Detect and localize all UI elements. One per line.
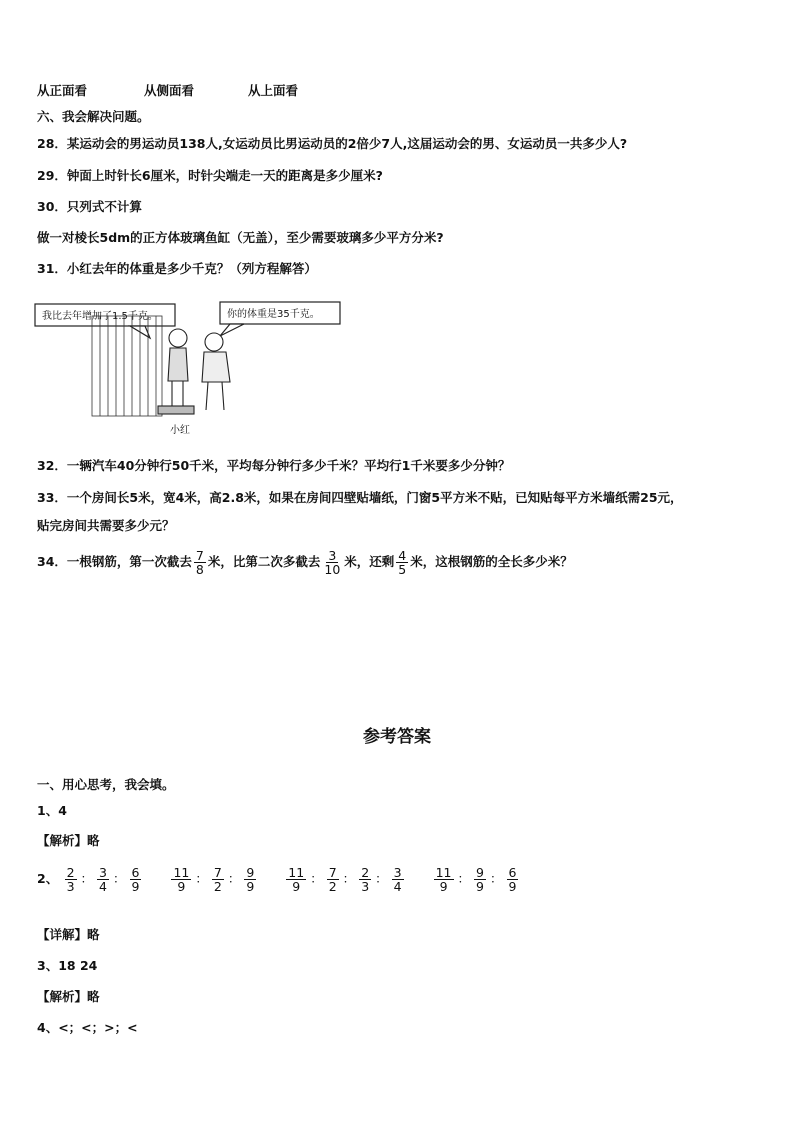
answer-3: 3、18 24 — [37, 958, 98, 973]
question-33-line1: 33．一个房间长5米，宽4米，高2.8米，如果在房间四壁贴墙纸，门窗5平方米不贴，已知贴每平方米墙纸需25元， — [37, 490, 683, 505]
answer-2-group — [63, 866, 144, 893]
question-32: 32．一辆汽车40分钟行50千米，平均每分钟行多少千米？平均行1千米要多少分钟？ — [37, 458, 511, 473]
question-34: 34．一根钢筋，第一次截去 $\frac{7}{8}$ 米，比第二次多截去 $\frac{3}{10}$ 米，还剩 $\frac{4}{5}$ 米，这根钢筋的全长多少米？ — [37, 548, 573, 577]
view-top: 从上面看 — [248, 83, 299, 98]
answer-1-note: 【解析】略 — [37, 833, 100, 848]
bubble-right-text: 你的体重是35千克。 — [227, 309, 320, 320]
question-28: 28．某运动会的男运动员138人,女运动员比男运动员的2倍少7人,这届运动会的男、女运动员一共多少人? — [37, 136, 628, 151]
ratio-separator: ： — [80, 871, 94, 886]
fraction: $\frac{6}{9}$ — [131, 865, 140, 894]
fraction: $\frac{11}{9}$ — [288, 865, 305, 894]
fraction: $\frac{2}{3}$ — [66, 865, 75, 894]
ratio-separator: ： — [195, 871, 208, 886]
ratio-separator: ： — [457, 871, 471, 886]
answer-2-note: 【详解】略 — [37, 927, 100, 942]
girl-on-scale-icon — [158, 329, 194, 414]
ratio-separator: ： — [375, 871, 388, 886]
illustration-caption: 小红 — [170, 425, 190, 436]
fraction-3-10: $\frac{3}{10}$ — [324, 548, 341, 577]
view-side: 从侧面看 — [144, 83, 195, 98]
answer-1: 1、4 — [37, 803, 67, 818]
fraction: $\frac{6}{9}$ — [508, 865, 517, 894]
fraction: $\frac{7}{2}$ — [213, 865, 222, 894]
fraction: $\frac{2}{3}$ — [361, 865, 370, 894]
curtain-icon — [92, 316, 162, 416]
ratio-separator: ： — [310, 871, 323, 886]
answer-3-note: 【解析】略 — [37, 989, 100, 1004]
answers-title: 参考答案 — [363, 727, 431, 747]
question-29: 29．钟面上时针长6厘米，时针尖端走一天的距离是多少厘米? — [37, 168, 383, 183]
question-30-text: 做一对棱长5dm的正方体玻璃鱼缸（无盖），至少需要玻璃多少平方分米? — [37, 230, 444, 245]
answer-2: 2、 $\frac{2}{3}$ ： $\frac{3}{4}$ ： $\frac{6}{9}$ $\frac{11}{9}$ ： $\frac{7}{2}$ ： $\frac{9}{9}$ $\frac{11}{9}$ ： $\frac{7}{2}$ ： $\frac{2}{3}$ ： $\frac{3}{4}$ $\frac{11}{9}$ ： $\frac{9}{9}$ ： $\frac{6}{9}$ — [37, 866, 546, 893]
fraction: $\frac{7}{2}$ — [328, 865, 337, 894]
answer-2-group — [432, 866, 521, 893]
question-31: 31．小红去年的体重是多少千克？（列方程解答） — [37, 261, 317, 276]
ratio-separator: ： — [227, 871, 241, 886]
ratio-separator: ： — [342, 871, 356, 886]
view-labels — [37, 83, 298, 99]
answer-4: 4、<；<；>；< — [37, 1020, 138, 1035]
ratio-separator: ： — [489, 871, 503, 886]
answers-section-1: 一、用心思考，我会填。 — [37, 777, 175, 792]
boy-icon — [202, 333, 230, 410]
fraction: $\frac{11}{9}$ — [173, 865, 190, 894]
fraction-7-8: $\frac{7}{8}$ — [195, 548, 204, 577]
fraction: $\frac{9}{9}$ — [476, 865, 484, 894]
question-30: 30．只列式不计算 — [37, 199, 142, 214]
fraction: $\frac{3}{4}$ — [99, 865, 107, 894]
question-33-line2: 贴完房间共需要多少元？ — [37, 518, 175, 533]
fraction-4-5: $\frac{4}{5}$ — [398, 548, 407, 577]
answer-2-group — [169, 866, 258, 893]
bubble-left-text: 我比去年增加了1.5千克。 — [42, 311, 158, 322]
section-6-heading: 六、我会解决问题。 — [37, 109, 150, 124]
ratio-separator: ： — [112, 871, 126, 886]
answer-2-group — [284, 866, 405, 893]
fraction: $\frac{3}{4}$ — [393, 865, 402, 894]
illustration — [30, 286, 370, 442]
fraction: $\frac{9}{9}$ — [246, 865, 255, 894]
fraction: $\frac{11}{9}$ — [435, 865, 452, 894]
view-front: 从正面看 — [37, 83, 88, 98]
